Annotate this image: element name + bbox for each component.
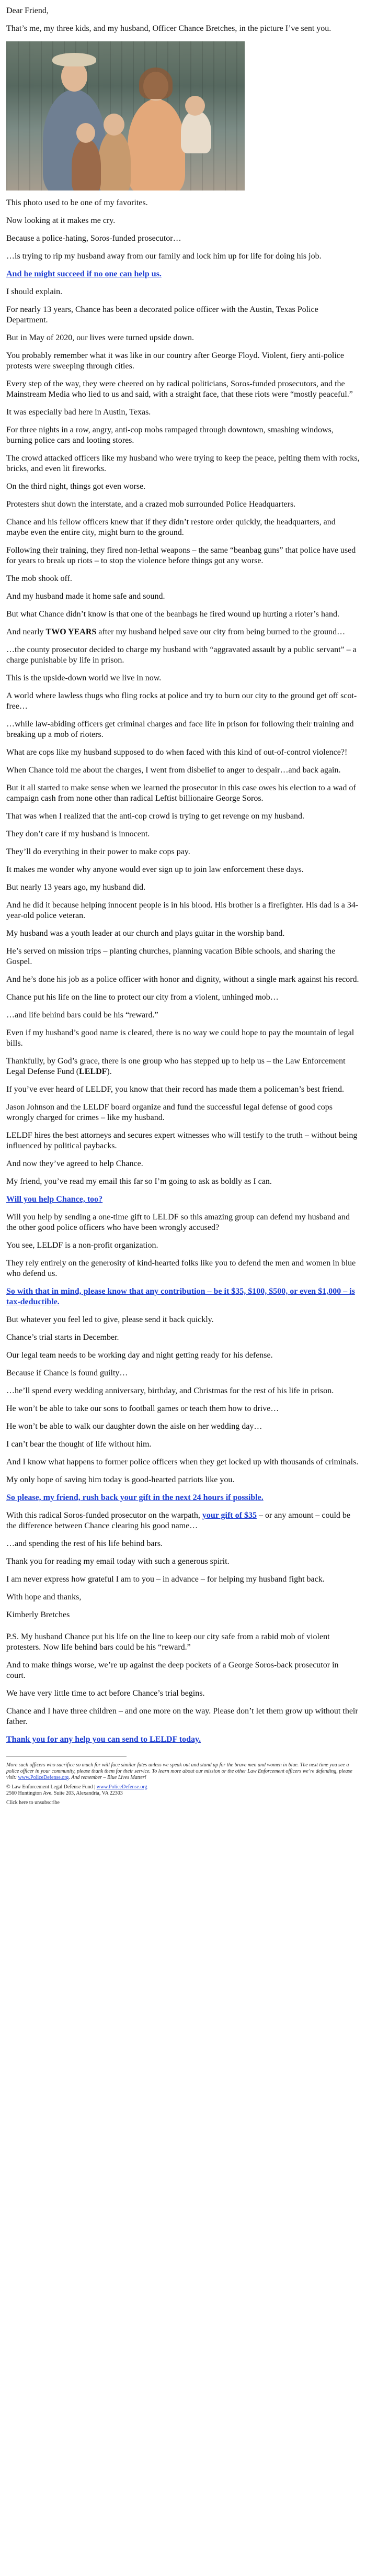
paragraph: Even if my husband’s good name is cleared, there is no way we could hope to pay the mountain of legal bills. [6,1028,354,1048]
photo-child-2 [72,139,101,191]
paragraph: They rely entirely on the generosity of kind-hearted folks like you to defend the men and women in blue who defend us. [6,1259,356,1278]
thank-you-link[interactable]: Thank you for any help you can send to LELDF today. [6,1735,201,1744]
photo-child-1 [98,130,131,191]
text: And nearly [6,628,46,636]
paragraph: On the third night, things got even worse. [6,482,146,491]
paragraph: Because a police-hating, Soros-funded prosecutor… [6,234,181,243]
paragraph: Chance and his fellow officers knew that if they didn’t restore order quickly, the headquarters, and maybe even the entire city, might burn to the ground. [6,518,336,537]
paragraph: He won’t be able to walk our daughter down the aisle on her wedding day… [6,1422,262,1431]
signature: Kimberly Bretches [6,1610,70,1619]
donation-amounts-link[interactable]: So with that in mind, please know that any contribution – be it $35, $100, $500, or even $1,000 – is tax-deductible. [6,1287,355,1306]
paragraph: The crowd attacked officers like my husband who were trying to keep the peace, pelting them with rocks, bricks, and even lit fireworks. [6,454,360,473]
paragraph: My husband was a youth leader at our church and plays guitar in the worship band. [6,929,285,938]
paragraph: I can’t bear the thought of life without him. [6,1440,152,1449]
paragraph: Every step of the way, they were cheered on by radical politicians, Soros-funded prosecutors, and the Mainstream Media who lied to us and said, with a straight face, that these riots were “mostly peaceful.” [6,379,353,399]
copyright-text: © Law Enforcement Legal Defense Fund | [6,1784,97,1790]
text: after my husband helped save our city from being burned to the ground… [96,628,346,636]
paragraph: Protesters shut down the interstate, and a crazed mob surrounded Police Headquarters. [6,500,296,509]
photo-baby-head [185,96,205,116]
postscript: And to make things worse, we’re up against the deep pockets of a George Soros-back prosecutor in court. [6,1661,339,1680]
paragraph: They don’t care if my husband is innocent. [6,830,150,838]
photo-baby [181,110,211,153]
paragraph [6,627,360,637]
paragraph: I am never express how grateful I am to you – in advance – for helping my husband fight back. [6,1575,325,1584]
photo-mother [128,99,185,191]
copyright-website-link[interactable]: www.PoliceDefense.org [96,1784,147,1790]
paragraph: And now they’ve agreed to help Chance. [6,1159,143,1168]
paragraph: …the county prosecutor decided to charge my husband with “aggravated assault by a public servant” – a charge punishable by life in prison. [6,645,357,665]
paragraph: Our legal team needs to be working day and night getting ready for his defense. [6,1351,273,1360]
intro-paragraph: That’s me, my three kids, and my husband, Officer Chance Bretches, in the picture I’ve sent you. [6,24,331,33]
footer-note-text: More such officers who sacrifice so much for will face similar fates unless we speak out and stand up for the brave men and women in blue. The next time you see a police officer in your community, please thank them for their service. To learn more about our mission or the other Law Enforcement officers we’re defending, please visit: [6,1762,352,1780]
paragraph: The mob shook off. [6,574,72,583]
footer-address: 2560 Huntington Ave. Suite 203, Alexandria, VA 22303 [6,1790,123,1796]
postscript: P.S. My husband Chance put his life on the line to keep our city safe from a rabid mob of violent protesters. Now life behind bars could be his “reward.” [6,1632,330,1652]
paragraph: When Chance told me about the charges, I went from disbelief to anger to despair…and back again. [6,766,341,775]
paragraph: LELDF hires the best attorneys and secures expert witnesses who will testify to the truth – without being influenced by political paybacks. [6,1131,358,1150]
paragraph: It was especially bad here in Austin, Texas. [6,408,151,417]
closing: With hope and thanks, [6,1593,82,1601]
footer-website-link[interactable]: www.PoliceDefense.org [18,1775,69,1780]
paragraph: Chance’s trial starts in December. [6,1333,119,1342]
gift-amount-link[interactable]: your gift of $35 [202,1511,257,1520]
help-chance-link[interactable]: Will you help Chance, too? [6,1195,103,1204]
paragraph: He’s served on mission trips – planting churches, planning vacation Bible schools, and sharing the Gospel. [6,947,336,966]
paragraph: Now looking at it makes me cry. [6,216,116,225]
text: – or any amount – could be the difference between Chance clearing his good name… [6,1511,351,1530]
paragraph: They’ll do everything in their power to make cops pay. [6,847,190,856]
unsubscribe-link[interactable]: Click here to unsubscribe [6,1800,60,1806]
paragraph: You see, LELDF is a non-profit organization. [6,1241,158,1250]
paragraph: And he did it because helping innocent people is in his blood. His brother is a firefighter. His dad is a 34-year-old police veteran. [6,901,359,920]
text: Thankfully, by God’s grace, there is one group who has stepped up to help us – the Law Enforcement Legal Defense Fund ( [6,1057,346,1076]
paragraph [6,1510,360,1531]
paragraph: But what Chance didn’t know is that one of the beanbags he fired wound up hurting a rioter’s hand. [6,610,340,619]
family-photo [6,41,245,191]
paragraph: That was when I realized that the anti-cop crowd is trying to get revenge on my husband. [6,812,305,821]
paragraph: …and spending the rest of his life behind bars. [6,1539,163,1548]
photo-mother-hair [139,68,173,99]
paragraph: …and life behind bars could be his “reward.” [6,1011,158,1020]
text: ). [107,1067,112,1076]
postscript: We have very little time to act before Chance’s trial begins. [6,1689,205,1698]
paragraph: For nearly 13 years, Chance has been a decorated police officer with the Austin, Texas Police Department. [6,305,318,324]
paragraph: But it all started to make sense when we learned the prosecutor in this case owes his election to a wad of campaign cash from none other than radical Leftist billionaire George Soros. [6,783,356,803]
paragraph: This is the upside-down world we live in now. [6,674,162,682]
paragraph: And he’s done his job as a police officer with honor and dignity, without a single mark against his record. [6,975,359,984]
paragraph: Following their training, they fired non-lethal weapons – the same “beanbag guns” that police have used for years to break up riots – to stop the violence before things got any worse. [6,546,356,565]
greeting: Dear Friend, [6,6,49,15]
text: With this radical Soros-funded prosecutor on the warpath, [6,1511,202,1520]
paragraph: …is trying to rip my husband away from our family and lock him up for life for doing his job. [6,252,322,261]
footer-copyright [6,1784,360,1790]
photo-child-1-head [104,114,124,136]
paragraph: It makes me wonder why anyone would ever sign up to join law enforcement these days. [6,865,304,874]
paragraph: And I know what happens to former police officers when they get locked up with thousands of criminals. [6,1458,359,1466]
paragraph: Because if Chance is found guilty… [6,1369,128,1377]
paragraph: Chance put his life on the line to protect our city from a violent, unhinged mob… [6,993,279,1002]
footer-note-text: . And remember – Blue Lives Matter! [68,1775,147,1780]
paragraph: My friend, you’ve read my email this far so I’m going to ask as boldly as I can. [6,1177,272,1186]
paragraph: Will you help by sending a one-time gift to LELDF so this amazing group can defend my husband and the other good police officers who have been wrongly accused? [6,1213,350,1232]
paragraph: He won’t be able to take our sons to football games or teach them how to drive… [6,1404,279,1413]
paragraph: This photo used to be one of my favorites. [6,198,148,207]
paragraph [6,1056,360,1077]
postscript: Chance and I have three children – and one more on the way. Please don’t let them grow up without their father. [6,1707,358,1726]
paragraph: You probably remember what it was like in our country after George Floyd. Violent, fiery anti-police protests were sweeping through cities. [6,351,344,371]
cowboy-hat-icon [52,53,96,66]
paragraph: But in May of 2020, our lives were turned upside down. [6,333,195,342]
footer-note [6,1762,360,1781]
paragraph: If you’ve ever heard of LELDF, you know that their record has made them a policeman’s best friend. [6,1085,345,1094]
paragraph: Thank you for reading my email today with such a generous spirit. [6,1557,230,1566]
paragraph: I should explain. [6,287,63,296]
photo-child-2-head [76,123,95,143]
emphasis: LELDF [79,1067,107,1076]
highlight-link[interactable]: And he might succeed if no one can help us. [6,270,162,278]
paragraph: But whatever you feel led to give, please send it back quickly. [6,1315,214,1324]
paragraph: …while law-abiding officers get criminal charges and face life in prison for following their training and breaking up a mob of rioters. [6,720,354,739]
rush-gift-link[interactable]: So please, my friend, rush back your gift in the next 24 hours if possible. [6,1493,264,1502]
paragraph: And my husband made it home safe and sound. [6,592,165,601]
paragraph: For three nights in a row, angry, anti-cop mobs rampaged through downtown, smashing windows, burning police cars and looting stores. [6,425,334,445]
emphasis: TWO YEARS [45,628,97,636]
paragraph: …he’ll spend every wedding anniversary, birthday, and Christmas for the rest of his life in prison. [6,1386,334,1395]
footer-divider [6,1756,127,1757]
paragraph: Jason Johnson and the LELDF board organize and fund the successful legal defense of good cops wrongly charged for crimes – like my husband. [6,1103,333,1122]
footer [6,1762,360,1806]
paragraph: A world where lawless thugs who fling rocks at police and try to burn our city to the ground get off scot-free… [6,691,357,711]
paragraph: What are cops like my husband supposed to do when faced with this kind of out-of-control violence?! [6,748,348,757]
paragraph: But nearly 13 years ago, my husband did. [6,883,146,892]
paragraph: My only hope of saving him today is good-hearted patriots like you. [6,1475,235,1484]
